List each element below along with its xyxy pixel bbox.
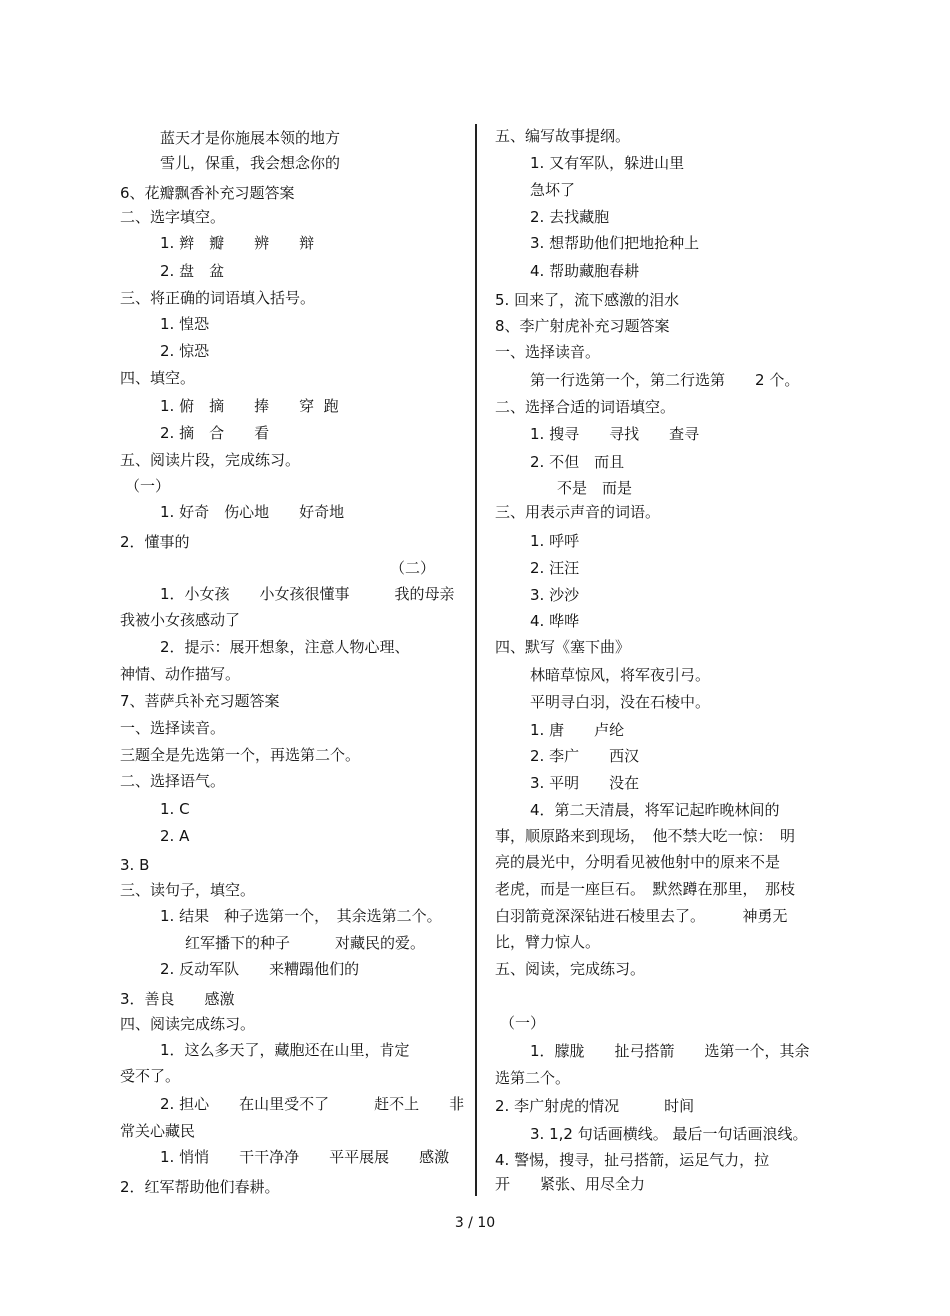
- question-heading: 一、选择读音。: [495, 343, 601, 361]
- answer-line: 1. 惶恐: [160, 315, 210, 333]
- answer-line: 选第二个。: [495, 1069, 571, 1087]
- answer-line: 平明寻白羽，没在石棱中。: [530, 693, 711, 711]
- text-line: 蓝天才是你施展本领的地方: [160, 129, 341, 147]
- answer-line: 3. 想帮助他们把地抢种上: [530, 234, 700, 252]
- subsection-label: （二）: [390, 559, 436, 577]
- answer-line: 事，顺原路来到现场， 他不禁大吃一惊： 明: [495, 827, 796, 845]
- answer-line: 3．善良 感激: [120, 990, 235, 1008]
- answer-line: 2. 担心 在山里受不了 赶不上 非: [160, 1095, 465, 1113]
- answer-line: 红军播下的种子 对藏民的爱。: [185, 934, 426, 952]
- question-heading: 三、读句子，填空。: [120, 881, 256, 899]
- section-heading: 6、花瓣飘香补充习题答案: [120, 184, 295, 202]
- answer-line: 4．第二天清晨，将军记起昨晚林间的: [530, 801, 780, 819]
- answer-line: 2. 不但 而且: [530, 453, 625, 471]
- answer-line: 2. 李广 西汉: [530, 747, 640, 765]
- answer-line: 第一行选第一个，第二行选第 2 个。: [530, 371, 800, 389]
- answer-line: 受不了。: [120, 1067, 181, 1085]
- question-heading: 五、编写故事提纲。: [495, 127, 631, 145]
- answer-line: 3. 沙沙: [530, 586, 580, 604]
- answer-line: 1．朦胧 扯弓搭箭 选第一个，其余: [530, 1042, 810, 1060]
- answer-line: 比，臂力惊人。: [495, 933, 601, 951]
- answer-line: 1. 悄悄 干干净净 平平展展 感激: [160, 1148, 450, 1166]
- answer-line: 林暗草惊风，将军夜引弓。: [530, 666, 711, 684]
- question-heading: 三、将正确的词语填入括号。: [120, 289, 316, 307]
- answer-line: 不是 而是: [557, 479, 633, 497]
- answer-line: 2. 李广射虎的情况 时间: [495, 1097, 695, 1115]
- question-heading: 四、填空。: [120, 369, 196, 387]
- answer-line: 2．懂事的: [120, 533, 190, 551]
- question-heading: 二、选字填空。: [120, 208, 226, 226]
- section-heading: 7、菩萨兵补充习题答案: [120, 692, 280, 710]
- right-column: [477, 0, 950, 1316]
- answer-line: 2. 汪汪: [530, 559, 580, 577]
- question-heading: 四、阅读完成练习。: [120, 1015, 256, 1033]
- answer-line: 亮的晨光中，分明看见被他射中的原来不是: [495, 853, 781, 871]
- answer-line: 老虎，而是一座巨石。 默然蹲在那里， 那枝: [495, 880, 796, 898]
- answer-line: 2．提示：展开想象，注意人物心理、: [160, 638, 410, 656]
- answer-line: 1. 好奇 伤心地 好奇地: [160, 503, 345, 521]
- page-number: 3 / 10: [454, 1215, 496, 1231]
- text-line: 雪儿，保重，我会想念你的: [160, 154, 341, 172]
- answer-line: 2．红军帮助他们春耕。: [120, 1178, 280, 1196]
- answer-line: 1. 搜寻 寻找 查寻: [530, 425, 700, 443]
- answer-line: 3. B: [120, 856, 150, 874]
- answer-line: 5. 回来了，流下感激的泪水: [495, 291, 680, 309]
- question-heading: 四、默写《塞下曲》: [495, 638, 631, 656]
- question-heading: 五、阅读，完成练习。: [495, 960, 646, 978]
- answer-line: 1. 呼呼: [530, 532, 580, 550]
- answer-line: 2. 摘 合 看: [160, 424, 270, 442]
- subsection-label: （一）: [125, 477, 171, 495]
- answer-line: 2. 反动军队 来糟蹋他们的: [160, 960, 360, 978]
- question-heading: 二、选择语气。: [120, 772, 226, 790]
- answer-line: 急坏了: [530, 181, 576, 199]
- subsection-label: （一）: [500, 1014, 546, 1032]
- question-heading: 一、选择读音。: [120, 719, 226, 737]
- answer-line: 2. 惊恐: [160, 342, 210, 360]
- answer-line: 3. 1,2 句话画横线。 最后一句话画浪线。: [530, 1125, 808, 1143]
- question-heading: 三、用表示声音的词语。: [495, 503, 661, 521]
- section-heading: 8、李广射虎补充习题答案: [495, 317, 670, 335]
- answer-line: 4. 警惕，搜寻，扯弓搭箭，运足气力，拉: [495, 1151, 770, 1169]
- answer-line: 我被小女孩感动了: [120, 611, 241, 629]
- answer-line: 3. 平明 没在: [530, 774, 640, 792]
- answer-line: 1. C: [160, 800, 190, 818]
- answer-line: 1. 俯 摘 捧 穿 跑: [160, 397, 339, 415]
- answer-line: 1. 结果 种子选第一个， 其余选第二个。: [160, 907, 442, 925]
- answer-line: 开 紧张、用尽全力: [495, 1175, 646, 1193]
- question-heading: 二、选择合适的词语填空。: [495, 398, 676, 416]
- answer-line: 1．这么多天了，藏胞还在山里，肯定: [160, 1041, 410, 1059]
- answer-line: 1．小女孩 小女孩很懂事 我的母亲: [160, 585, 455, 603]
- answer-line: 4. 帮助藏胞春耕: [530, 262, 640, 280]
- answer-line: 三题全是先选第一个，再选第二个。: [120, 746, 361, 764]
- answer-line: 4. 哗哗: [530, 612, 580, 630]
- answer-line: 神情、动作描写。: [120, 665, 241, 683]
- answer-line: 常关心藏民: [120, 1122, 196, 1140]
- answer-line: 2. A: [160, 827, 190, 845]
- answer-line: 1. 辫 瓣 辨 辩: [160, 234, 315, 252]
- answer-line: 1. 唐 卢纶: [530, 721, 625, 739]
- answer-line: 1. 又有军队，躲进山里: [530, 154, 685, 172]
- question-heading: 五、阅读片段，完成练习。: [120, 451, 301, 469]
- answer-line: 白羽箭竟深深钻进石棱里去了。 神勇无: [495, 907, 788, 925]
- answer-line: 2. 盘 盆: [160, 262, 225, 280]
- answer-line: 2. 去找藏胞: [530, 208, 610, 226]
